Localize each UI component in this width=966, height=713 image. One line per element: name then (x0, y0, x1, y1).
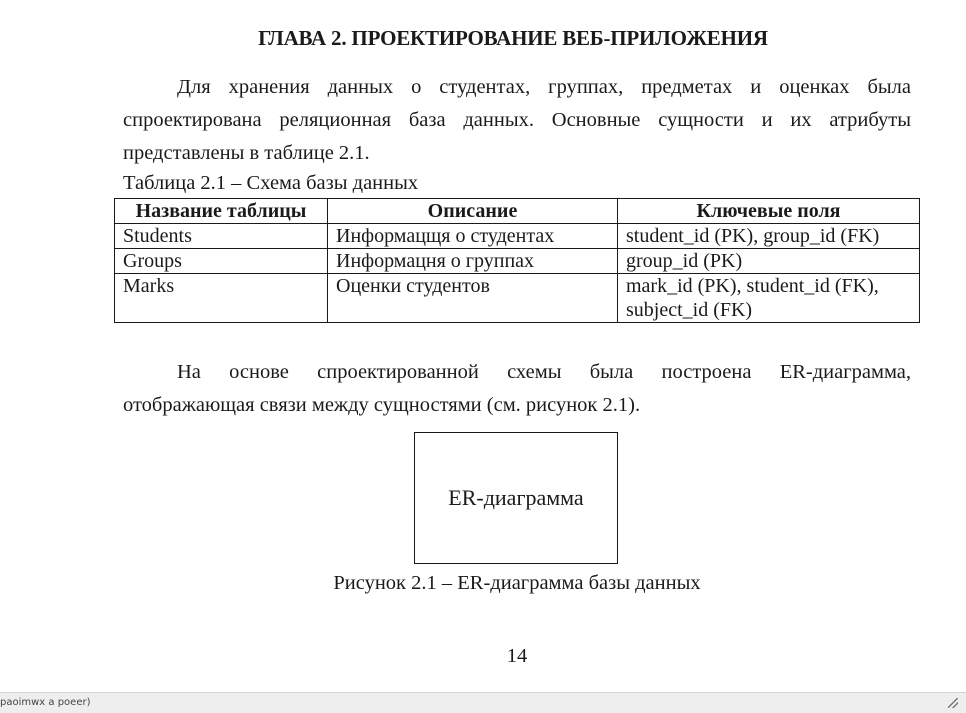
table-cell-line: mark_id (PK), student_id (FK), (626, 275, 879, 297)
paragraph-line: спроектирована реляционная база данных. Основные сущности и их атрибуты (123, 109, 911, 131)
table-row (115, 274, 920, 323)
table-cell: group_id (PK) (618, 249, 920, 274)
header-key-fields: Ключевые поля (618, 199, 920, 224)
page-number: 14 (506, 645, 528, 667)
table-cell: Students (115, 224, 328, 249)
table-row (115, 249, 920, 274)
header-table-name: Название таблицы (115, 199, 328, 224)
table-cell: Информацня о группах (328, 249, 618, 274)
table-header-row (115, 199, 920, 224)
table-cell: Marks (115, 274, 328, 323)
figure-caption: Рисунок 2.1 – ER-диаграмма базы данных (333, 572, 701, 594)
chapter-title: ГЛАВА 2. ПРОЕКТИРОВАНИЕ ВЕБ-ПРИЛОЖЕНИЯ (258, 26, 768, 50)
paragraph-intro (123, 71, 911, 170)
header-description: Описание (328, 199, 618, 224)
paragraph-line: Для хранения данных о студентах, группах, предметах и оценках была (177, 76, 911, 98)
table-caption: Таблица 2.1 – Схема базы данных (123, 172, 419, 194)
status-text: paoimwx a poeer) (0, 697, 91, 708)
resize-grip-icon[interactable] (948, 698, 958, 708)
table-cell: Информацщя о студентах (328, 224, 618, 249)
table-cell (618, 274, 920, 323)
table-cell: Groups (115, 249, 328, 274)
paragraph-er (123, 356, 911, 422)
schema-table (114, 198, 920, 323)
er-diagram-label: ER-диаграмма (448, 485, 584, 510)
table-cell: Оценки студентов (328, 274, 618, 323)
table-row (115, 224, 920, 249)
table-cell: student_id (PK), group_id (FK) (618, 224, 920, 249)
er-diagram-placeholder (414, 432, 618, 564)
status-bar (0, 692, 966, 713)
table-cell-line: subject_id (FK) (626, 299, 753, 321)
paragraph-line: отображающая связи между сущностями (см. рисунок 2.1). (123, 394, 641, 416)
paragraph-line: На основе спроектированной схемы была построена ER-диаграмма, (177, 361, 911, 383)
paragraph-line: представлены в таблице 2.1. (123, 142, 370, 164)
